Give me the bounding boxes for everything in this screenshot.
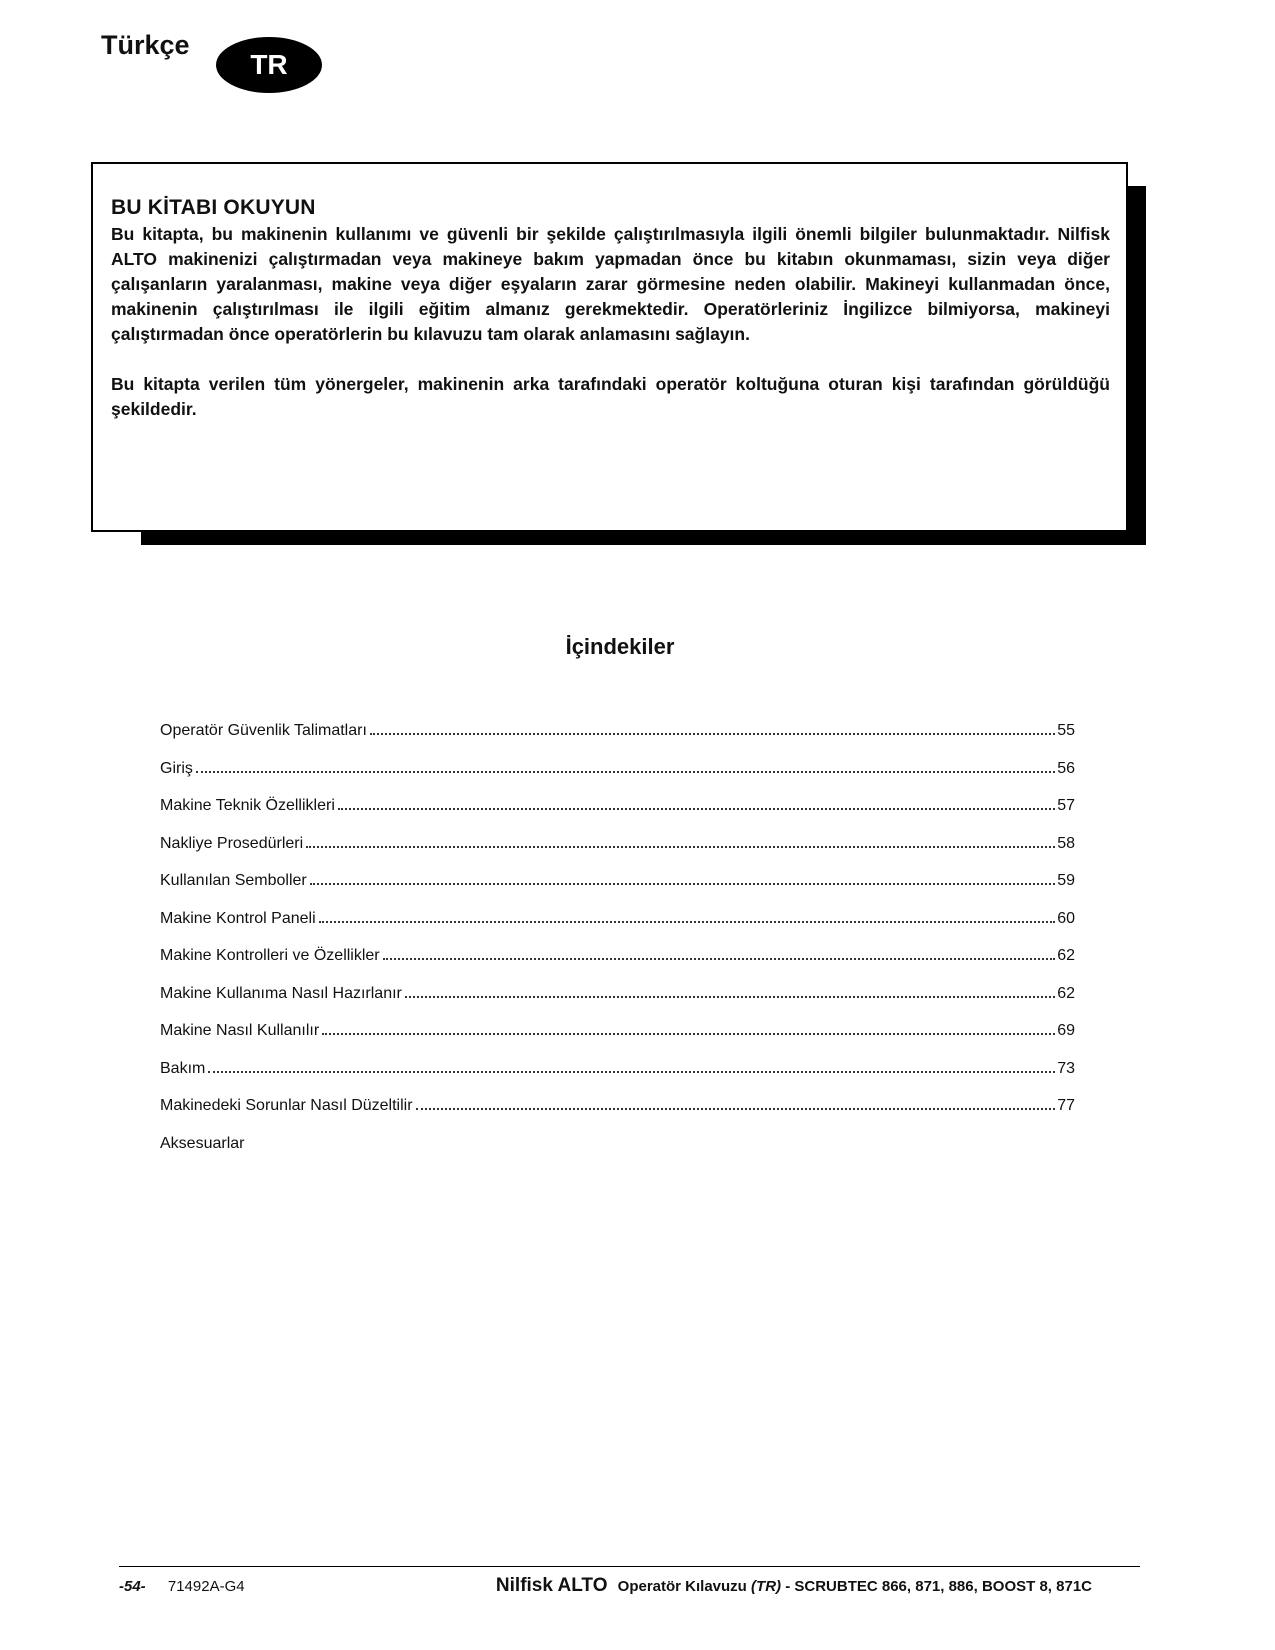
toc-leader-dots xyxy=(319,921,1056,923)
toc-entry[interactable] xyxy=(160,1097,1075,1135)
toc-entry[interactable] xyxy=(160,1060,1075,1098)
toc-entry-page: 60 xyxy=(1057,909,1075,927)
notice-box xyxy=(91,162,1128,532)
toc-entry-label: Operatör Güvenlik Talimatları xyxy=(160,722,367,739)
toc-entry[interactable] xyxy=(160,985,1075,1023)
toc-leader-dots xyxy=(310,883,1055,885)
manual-language: (TR) xyxy=(751,1578,782,1595)
page-number: -54- xyxy=(119,1578,146,1595)
notice-heading: BU KİTABI OKUYUN xyxy=(111,196,316,219)
toc-entry-label: Giriş xyxy=(160,759,193,777)
toc-leader-dots xyxy=(370,733,1055,735)
toc-entry-page: 55 xyxy=(1057,722,1075,739)
toc-entry-label: Makine Nasıl Kullanılır xyxy=(160,1022,320,1039)
toc-entry-label: Makine Kontrolleri ve Özellikler xyxy=(160,947,380,964)
toc-entry-page: 62 xyxy=(1057,984,1075,1002)
toc-entry[interactable] xyxy=(160,797,1075,835)
language-title: Türkçe xyxy=(101,30,190,60)
toc-entry-page: 69 xyxy=(1057,1022,1075,1039)
language-badge: TR xyxy=(216,37,322,93)
toc-entry-page: 57 xyxy=(1057,797,1075,814)
toc-entry-label: Makine Kullanıma Nasıl Hazırlanır xyxy=(160,984,402,1002)
toc-entry[interactable] xyxy=(160,947,1075,985)
notice-paragraph-2: Bu kitapta verilen tüm yönergeler, makinenin arka tarafındaki operatör koltuğuna oturan kişi tarafından görüldüğü şekildedir. xyxy=(111,374,1110,419)
toc-entry-label: Nakliye Prosedürleri xyxy=(160,834,304,852)
footer-divider xyxy=(119,1566,1140,1567)
toc-entry[interactable] xyxy=(160,910,1075,948)
toc-entry-page: 56 xyxy=(1057,759,1075,777)
toc-entry-label: Aksesuarlar xyxy=(160,1134,245,1152)
toc-leader-dots xyxy=(405,996,1055,998)
toc-leader-dots xyxy=(196,771,1055,773)
notice-paragraph-1: Bu kitapta, bu makinenin kullanımı ve güvenli bir şekilde çalıştırılmasıyla ilgili önemli bilgiler bulunmaktadır. Nilfisk ALTO makinenizi çalıştırmadan veya makineye bakım yapmadan önce bu kitabın okunmaması, sizin veya diğer çalışanların yaralanması, makine veya diğer eşyaların zarar görmesine neden olabilir. Makineyi kullanmadan önce, makinenin çalıştırılması ile ilgili eğitim almanız gerekmektedir. Operatörleriniz İngilizce bilmiyorsa, makineyi çalıştırmadan önce operatörlerin bu kılavuzu tam olarak anlamasını sağlayın. xyxy=(111,224,1110,344)
toc-entry-label: Bakım xyxy=(160,1059,206,1077)
manual-title: Operatör Kılavuzu xyxy=(617,1578,747,1595)
toc-leader-dots xyxy=(322,1033,1055,1035)
toc-entry[interactable] xyxy=(160,872,1075,910)
toc-leader-dots xyxy=(338,808,1055,810)
footer-right xyxy=(496,1575,1092,1597)
toc-entry[interactable] xyxy=(160,1022,1075,1060)
toc-entry[interactable] xyxy=(160,760,1075,798)
toc-entry[interactable] xyxy=(160,722,1075,760)
toc-entry[interactable] xyxy=(160,835,1075,873)
toc-leader-dots xyxy=(208,1071,1055,1073)
model-list: - SCRUBTEC 866, 871, 886, BOOST 8, 871C xyxy=(785,1578,1092,1595)
toc-entry-label: Makine Kontrol Paneli xyxy=(160,909,316,927)
toc-entry-label: Makine Teknik Özellikleri xyxy=(160,797,335,814)
toc-entry[interactable] xyxy=(160,1135,1075,1173)
brand-name: Nilfisk ALTO xyxy=(495,1575,608,1596)
toc-entry-page: 58 xyxy=(1057,834,1075,852)
toc-entry-page: 62 xyxy=(1057,947,1075,964)
toc-entry-label: Kullanılan Semboller xyxy=(160,872,307,889)
toc-title: İçindekiler xyxy=(565,634,675,659)
toc-leader-dots xyxy=(306,846,1055,848)
toc-leader-dots xyxy=(383,958,1056,960)
toc-entry-page: 59 xyxy=(1057,872,1075,889)
table-of-contents xyxy=(160,722,1075,1172)
toc-entry-page: 77 xyxy=(1057,1097,1075,1114)
toc-entry-page: 73 xyxy=(1057,1059,1075,1077)
document-code: 71492A-G4 xyxy=(167,1578,245,1595)
toc-entry-label: Makinedeki Sorunlar Nasıl Düzeltilir xyxy=(160,1097,413,1114)
footer-left xyxy=(119,1578,245,1595)
toc-leader-dots xyxy=(416,1108,1056,1110)
